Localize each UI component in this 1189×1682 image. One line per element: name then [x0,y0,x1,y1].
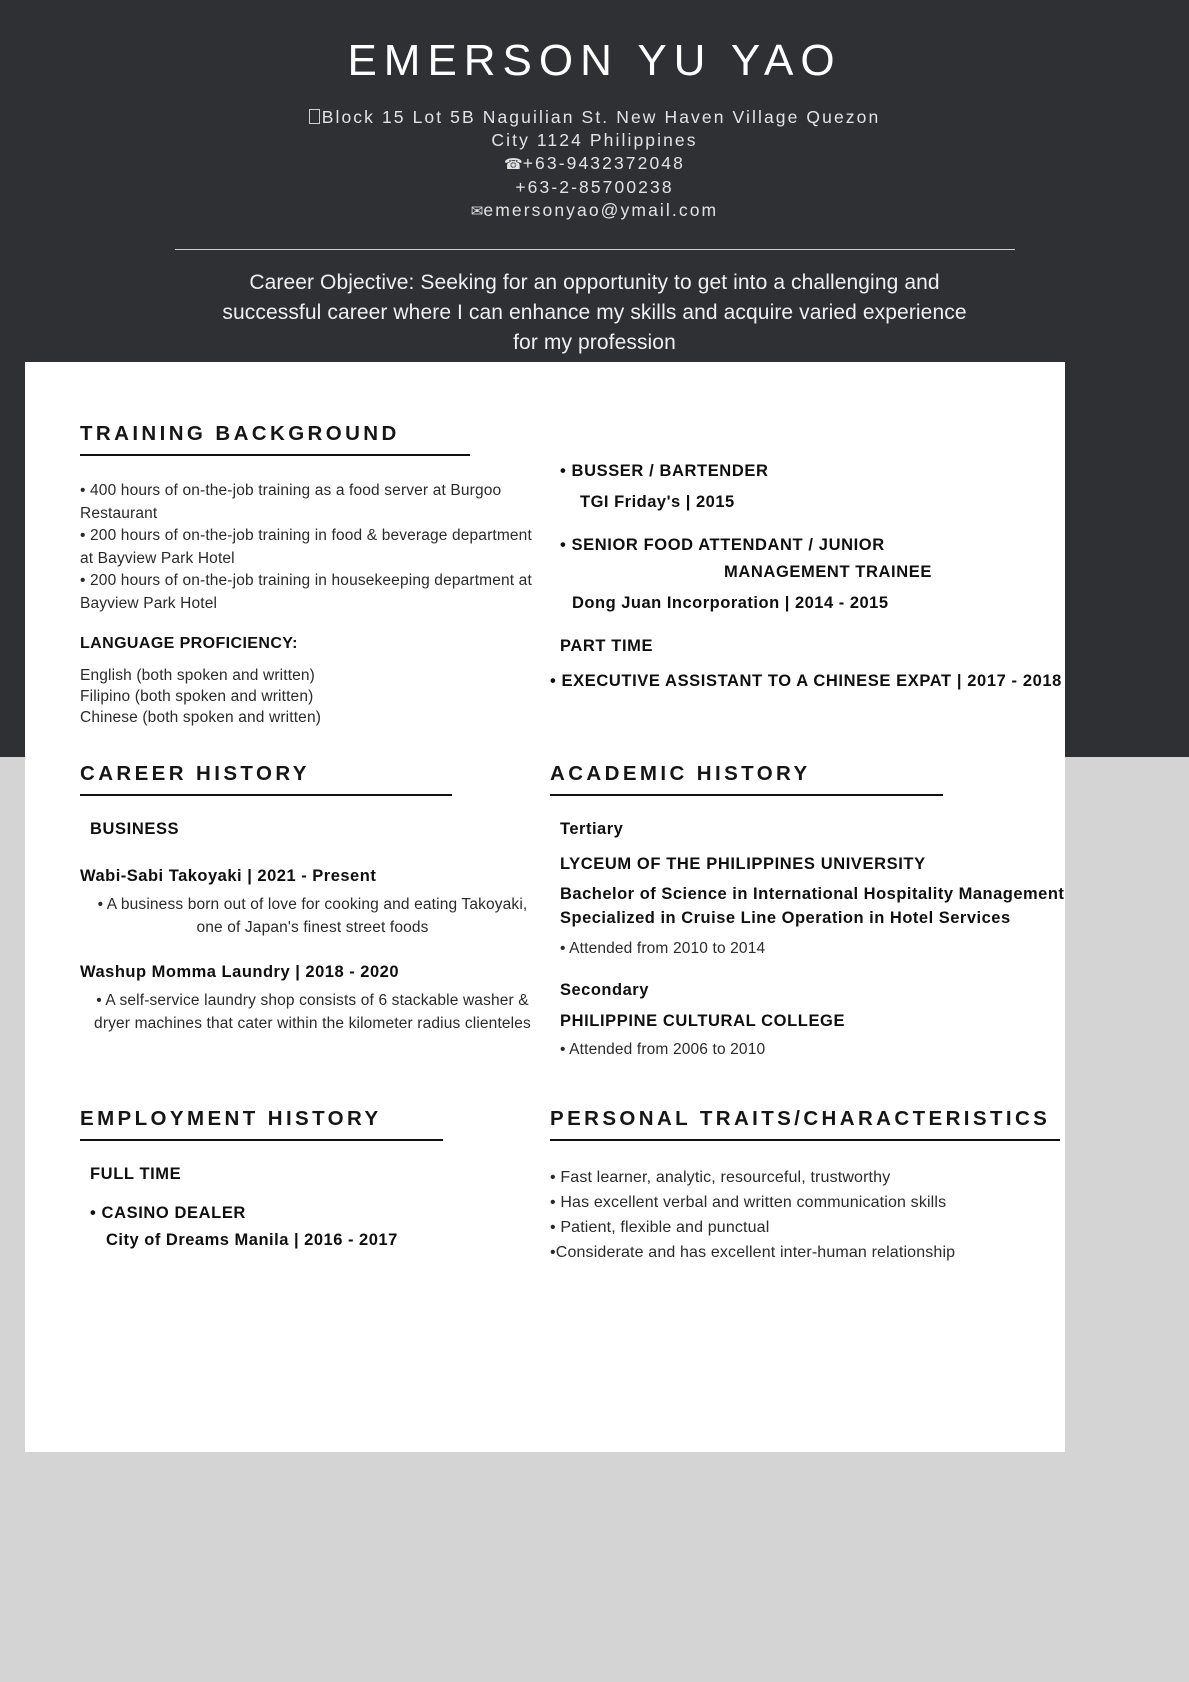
career-category-business: BUSINESS [90,820,180,838]
resume-header [0,0,1189,358]
email-address: emersonyao@ymail.com [483,200,719,220]
list-item: • 200 hours of on-the-job training in housekeeping department at Bayview Park Hotel [80,572,532,612]
phone-landline: +63-2-85700238 [515,177,674,197]
experience-detail-dong-juan: Dong Juan Incorporation | 2014 - 2015 [572,594,889,612]
resume-content [80,422,1080,1265]
experience-role-senior-food-attendant-line2: MANAGEMENT TRAINEE [724,563,932,581]
experience-role-busser: • BUSSER / BARTENDER [560,462,769,480]
row-training-experience [80,422,1080,728]
training-background-title: TRAINING BACKGROUND [80,422,400,445]
career-entry-description-laundry: • A self-service laundry shop consists of 6 stackable washer & dryer machines that cater within the kilometer radius clienteles [94,992,531,1032]
part-time-label: PART TIME [560,637,654,655]
list-item: • 200 hours of on-the-job training in food & beverage department at Bayview Park Hotel [80,527,532,567]
career-entry-description-takoyaki: • A business born out of love for cooking and eating Takoyaki, one of Japan's finest street foods [97,896,528,936]
career-history-section [80,762,535,1061]
telephone-icon: ☎ [504,156,523,173]
academic-tertiary-attended: • Attended from 2010 to 2014 [560,940,766,957]
candidate-name: EMERSON YU YAO [347,36,842,85]
personal-traits-title: PERSONAL TRAITS/CHARACTERISTICS [550,1107,1051,1130]
language-proficiency-label: LANGUAGE PROFICIENCY: [80,635,298,652]
list-item: Filipino (both spoken and written) [80,688,314,705]
row-employment-traits [80,1107,1080,1265]
training-background-list [80,480,535,615]
address-line-1: Block 15 Lot 5B Naguilian St. New Haven Village Quezon [321,107,881,127]
academic-secondary-attended: • Attended from 2006 to 2010 [560,1040,766,1058]
employment-role-casino-dealer: • CASINO DEALER [90,1204,246,1222]
academic-tertiary-label: Tertiary [560,820,624,838]
resume-sheet [25,362,1065,1452]
experience-detail-busser: TGI Friday's | 2015 [580,493,735,511]
employment-history-section [80,1107,535,1265]
academic-secondary-school: PHILIPPINE CULTURAL COLLEGE [560,1011,846,1030]
academic-history-title: ACADEMIC HISTORY [550,762,811,785]
academic-history-section [550,762,1080,1061]
address-line-1-row [0,106,1189,129]
training-background-section [80,422,535,728]
email-row [0,199,1189,223]
list-item: • 400 hours of on-the-job training as a food server at Burgoo Restaurant [80,482,502,522]
academic-tertiary-degree: Bachelor of Science in International Hospitality Management Specialized in Cruise Line Operation in Hotel Services [560,885,1065,927]
full-time-label: FULL TIME [90,1165,182,1183]
address-line-2: City 1124 Philippines [491,130,698,150]
top-experience-section [550,422,1080,728]
contact-block [0,106,1189,223]
career-entry-name-laundry: Washup Momma Laundry | 2018 - 2020 [80,963,400,981]
personal-traits-list [550,1165,1080,1265]
phone-mobile-row [0,152,1189,176]
career-entry-name-takoyaki: Wabi-Sabi Takoyaki | 2021 - Present [80,867,377,885]
language-list [80,665,535,728]
part-time-entry: • EXECUTIVE ASSISTANT TO A CHINESE EXPAT | 2017 - 2018 [550,672,1062,690]
employment-detail-city-of-dreams: City of Dreams Manila | 2016 - 2017 [106,1231,398,1249]
list-item: • Patient, flexible and punctual [550,1219,770,1236]
location-pin-icon [309,109,320,124]
envelope-icon: ✉ [470,203,484,220]
career-history-title: CAREER HISTORY [80,762,310,785]
career-objective: Career Objective: Seeking for an opportunity to get into a challenging and successful career where I can enhance my skills and acquire varied experience for my profession [222,271,967,354]
header-divider [175,249,1015,250]
academic-secondary-label: Secondary [560,980,649,999]
list-item: • Fast learner, analytic, resourceful, trustworthy [550,1169,891,1186]
row-career-academic [80,762,1080,1061]
personal-traits-section [550,1107,1080,1265]
list-item: • Has excellent verbal and written communication skills [550,1194,947,1211]
list-item: English (both spoken and written) [80,667,315,684]
phone-mobile: +63-9432372048 [522,153,685,173]
list-item: Chinese (both spoken and written) [80,709,322,726]
experience-role-senior-food-attendant: • SENIOR FOOD ATTENDANT / JUNIOR [560,536,885,554]
list-item: •Considerate and has excellent inter-human relationship [550,1244,956,1261]
employment-history-title: EMPLOYMENT HISTORY [80,1107,382,1130]
academic-tertiary-school: LYCEUM OF THE PHILIPPINES UNIVERSITY [560,855,926,873]
